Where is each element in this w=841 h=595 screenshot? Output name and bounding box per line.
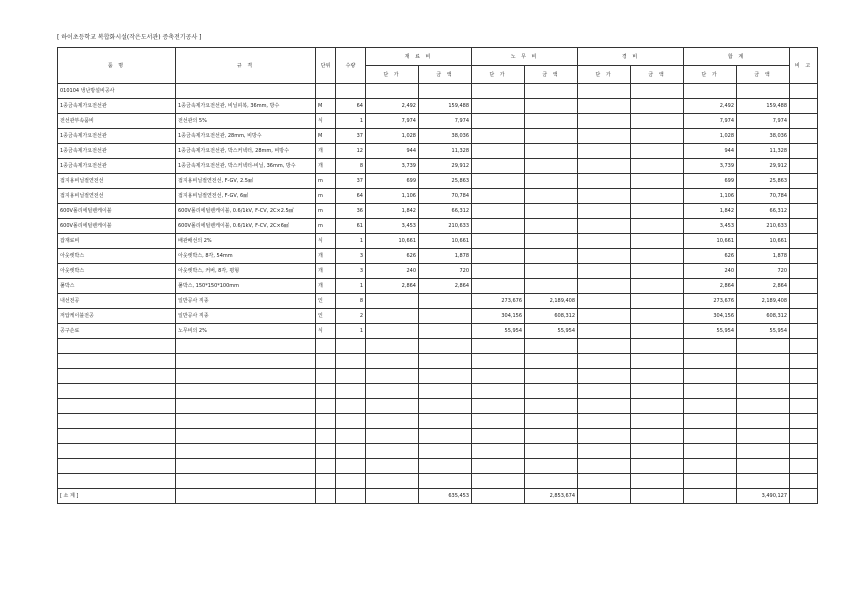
cell-note [790,324,818,339]
cell-qty: 1 [336,114,366,129]
cell-unit: 개 [316,249,336,264]
cell-name: 1종금속제가요전선관 [58,144,176,159]
cell-labor-amount [525,234,578,249]
cell-spec: 600V폴리에틸렌케이블, 0.6/1kV, F-CV, 2C×6㎟ [176,219,316,234]
header-total: 합 계 [684,48,790,66]
cell-note [790,204,818,219]
cell-expense-amount [631,249,684,264]
cell-spec: 접지용비닐절연전선, F-GV, 6㎟ [176,189,316,204]
cell-qty: 1 [336,279,366,294]
cell-total-unit-price: 2,864 [684,279,737,294]
cell-note [790,174,818,189]
cell-expense-amount [631,99,684,114]
cell-expense-amount [631,159,684,174]
subtotal-label: [ 소 계 ] [58,489,176,504]
table-row [58,84,818,99]
blank-row [58,354,818,369]
cell-unit: 개 [316,279,336,294]
cell-labor-amount [525,279,578,294]
cell-unit: m [316,174,336,189]
cell-spec: 1종금속제가요전선관, 박스커넥터-비닐, 36mm, 방수 [176,159,316,174]
cell-expense-amount [631,294,684,309]
cell-total-amount: 70,784 [737,189,790,204]
cell-expense-unit-price [578,174,631,189]
cell-material-amount: 1,878 [419,249,472,264]
cell-labor-amount [525,159,578,174]
cell-note [790,279,818,294]
cell-expense-unit-price [578,84,631,99]
cell-labor-amount [525,249,578,264]
cell-material-amount [419,84,472,99]
cell-material-amount [419,309,472,324]
table-row [58,234,818,249]
cell-total-amount: 10,661 [737,234,790,249]
cell-note [790,309,818,324]
cell-expense-unit-price [578,204,631,219]
cell-total-unit-price: 1,106 [684,189,737,204]
cell-expense-amount [631,84,684,99]
cell-total-amount: 1,878 [737,249,790,264]
cell-material-unit-price: 2,492 [366,99,419,114]
cell-total-unit-price: 3,739 [684,159,737,174]
cell-qty: 1 [336,234,366,249]
table-row [58,324,818,339]
cell-name: 전선관부속품비 [58,114,176,129]
cell-expense-amount [631,129,684,144]
cell-total-unit-price: 1,028 [684,129,737,144]
cell-total-unit-price: 10,661 [684,234,737,249]
cell-note [790,99,818,114]
cell-total-amount [737,84,790,99]
cell-labor-amount [525,99,578,114]
cell-note [790,294,818,309]
cell-total-amount: 29,912 [737,159,790,174]
cost-table [57,47,818,504]
cell-unit: 식 [316,114,336,129]
cell-total-amount: 38,036 [737,129,790,144]
cell-labor-amount [525,129,578,144]
cell-expense-unit-price [578,219,631,234]
subtotal-row [58,489,818,504]
cell-expense-unit-price [578,234,631,249]
cell-expense-amount [631,309,684,324]
cell-material-amount: 25,863 [419,174,472,189]
cell-spec: 일반공사 직종 [176,309,316,324]
cell-spec [176,84,316,99]
cell-note [790,129,818,144]
cell-material-amount: 38,036 [419,129,472,144]
cell-labor-amount: 2,189,408 [525,294,578,309]
cell-note [790,264,818,279]
cell-expense-amount [631,279,684,294]
cell-labor-amount: 55,954 [525,324,578,339]
cell-qty [336,84,366,99]
cell-total-unit-price: 7,974 [684,114,737,129]
cell-spec: 600V폴리에틸렌케이블, 0.6/1kV, F-CV, 2C×2.5㎟ [176,204,316,219]
header-unit-price: 단 가 [366,66,419,84]
table-row [58,264,818,279]
cell-qty: 64 [336,189,366,204]
blank-row [58,384,818,399]
table-row [58,99,818,114]
cell-spec: 노무비의 2% [176,324,316,339]
cell-unit: m [316,204,336,219]
cell-total-unit-price: 240 [684,264,737,279]
cell-labor-unit-price [472,264,525,279]
cell-note [790,144,818,159]
cell-labor-unit-price [472,129,525,144]
cell-unit: 식 [316,234,336,249]
cell-spec: 전선관의 5% [176,114,316,129]
cell-unit: 인 [316,294,336,309]
cell-total-amount: 159,488 [737,99,790,114]
blank-row [58,339,818,354]
cell-expense-unit-price [578,99,631,114]
cell-note [790,249,818,264]
cell-name: 접지용비닐절연전선 [58,174,176,189]
blank-row [58,399,818,414]
header-unit-price: 단 가 [684,66,737,84]
blank-row [58,444,818,459]
header-unit-price: 단 가 [578,66,631,84]
table-body [58,84,818,489]
cell-expense-unit-price [578,249,631,264]
cell-material-amount: 66,312 [419,204,472,219]
cell-spec: 접지용비닐절연전선, F-GV, 2.5㎟ [176,174,316,189]
cell-material-amount: 2,864 [419,279,472,294]
cell-labor-unit-price [472,159,525,174]
cell-spec: 1종금속제가요전선관, 비닐피복, 36mm, 방수 [176,99,316,114]
cell-qty: 3 [336,264,366,279]
cell-unit: 인 [316,309,336,324]
cell-name: 저압케이블전공 [58,309,176,324]
cell-expense-amount [631,234,684,249]
blank-row [58,369,818,384]
cell-labor-amount [525,84,578,99]
cell-labor-unit-price: 304,156 [472,309,525,324]
table-row [58,129,818,144]
cell-qty: 12 [336,144,366,159]
cell-qty: 64 [336,99,366,114]
header-row-1 [58,48,818,66]
cell-total-unit-price: 273,676 [684,294,737,309]
cell-expense-amount [631,264,684,279]
cell-labor-amount [525,264,578,279]
cell-total-amount: 720 [737,264,790,279]
cell-expense-unit-price [578,114,631,129]
table-row [58,144,818,159]
cell-name: 풀박스 [58,279,176,294]
cell-material-amount: 10,661 [419,234,472,249]
blank-row [58,474,818,489]
cell-qty: 37 [336,174,366,189]
subtotal-total-amount: 3,490,127 [737,489,790,504]
cell-expense-amount [631,174,684,189]
cell-expense-amount [631,204,684,219]
cell-material-unit-price [366,84,419,99]
header-note: 비 고 [790,48,818,84]
cell-expense-unit-price [578,309,631,324]
cell-labor-amount: 608,312 [525,309,578,324]
cell-total-amount: 2,189,408 [737,294,790,309]
cell-expense-unit-price [578,264,631,279]
cell-total-unit-price: 1,842 [684,204,737,219]
cell-labor-amount [525,114,578,129]
header-material: 재 료 비 [366,48,472,66]
cell-expense-amount [631,189,684,204]
cell-labor-amount [525,144,578,159]
cell-expense-unit-price [578,279,631,294]
cell-material-amount: 210,633 [419,219,472,234]
cell-expense-unit-price [578,129,631,144]
cell-spec: 1종금속제가요전선관, 28mm, 비방수 [176,129,316,144]
cell-spec: 배관배선의 2% [176,234,316,249]
cell-labor-unit-price [472,174,525,189]
header-expense: 경 비 [578,48,684,66]
cell-material-amount: 7,974 [419,114,472,129]
cell-labor-amount [525,174,578,189]
cell-expense-amount [631,114,684,129]
cell-total-unit-price: 944 [684,144,737,159]
cell-total-unit-price: 3,453 [684,219,737,234]
cell-name: 010104 냉난방설비공사 [58,84,176,99]
cell-material-amount: 720 [419,264,472,279]
cell-labor-unit-price [472,84,525,99]
cell-total-unit-price: 2,492 [684,99,737,114]
cell-expense-amount [631,324,684,339]
cell-material-amount [419,324,472,339]
cell-spec: 일반공사 직종 [176,294,316,309]
cell-name: 공구손료 [58,324,176,339]
cell-material-unit-price: 3,453 [366,219,419,234]
cell-total-unit-price: 55,954 [684,324,737,339]
cell-qty: 61 [336,219,366,234]
cell-total-amount: 25,863 [737,174,790,189]
cell-name: 600V폴리에틸렌케이블 [58,204,176,219]
cell-unit: 개 [316,144,336,159]
cell-total-unit-price: 699 [684,174,737,189]
cell-material-amount [419,294,472,309]
cell-note [790,219,818,234]
cell-labor-amount [525,189,578,204]
table-row [58,249,818,264]
cell-unit: 식 [316,324,336,339]
cell-unit: m [316,219,336,234]
cell-material-unit-price: 1,842 [366,204,419,219]
cell-material-unit-price: 240 [366,264,419,279]
cell-material-amount: 70,784 [419,189,472,204]
cell-qty: 8 [336,159,366,174]
cell-name: 내선전공 [58,294,176,309]
header-amount: 금 액 [419,66,472,84]
cell-material-amount: 29,912 [419,159,472,174]
table-row [58,159,818,174]
cell-total-unit-price: 304,156 [684,309,737,324]
cell-unit: m [316,189,336,204]
cell-spec: 1종금속제가요전선관, 박스커넥터, 28mm, 비방수 [176,144,316,159]
cell-qty: 1 [336,324,366,339]
cell-total-amount: 608,312 [737,309,790,324]
cell-expense-amount [631,219,684,234]
cell-material-amount: 11,328 [419,144,472,159]
table-row [58,309,818,324]
cell-material-unit-price: 2,864 [366,279,419,294]
cell-name: 1종금속제가요전선관 [58,99,176,114]
header-labor: 노 무 비 [472,48,578,66]
cell-material-unit-price [366,294,419,309]
cell-qty: 2 [336,309,366,324]
cell-note [790,234,818,249]
cell-name: 1종금속제가요전선관 [58,159,176,174]
table-row [58,279,818,294]
cell-total-amount: 55,954 [737,324,790,339]
table-row [58,294,818,309]
cell-name: 접지용비닐절연전선 [58,189,176,204]
cell-labor-unit-price [472,234,525,249]
header-qty: 수량 [336,48,366,84]
cell-expense-unit-price [578,294,631,309]
cell-note [790,84,818,99]
cell-unit: 개 [316,159,336,174]
cell-total-amount: 210,633 [737,219,790,234]
cell-total-amount: 11,328 [737,144,790,159]
table-row [58,204,818,219]
cell-expense-unit-price [578,324,631,339]
cell-unit: 개 [316,264,336,279]
cell-expense-unit-price [578,159,631,174]
cell-material-unit-price: 1,106 [366,189,419,204]
subtotal-material-amount: 635,453 [419,489,472,504]
table-row [58,174,818,189]
header-unit: 단위 [316,48,336,84]
cell-material-unit-price: 10,661 [366,234,419,249]
table-row [58,189,818,204]
cell-total-amount: 66,312 [737,204,790,219]
cell-labor-unit-price [472,144,525,159]
cell-note [790,114,818,129]
header-unit-price: 단 가 [472,66,525,84]
cell-name: 잡재료비 [58,234,176,249]
header-amount: 금 액 [525,66,578,84]
cell-expense-amount [631,144,684,159]
header-amount: 금 액 [631,66,684,84]
cell-qty: 8 [336,294,366,309]
cell-labor-unit-price [472,114,525,129]
cell-qty: 37 [336,129,366,144]
cell-labor-unit-price [472,204,525,219]
cell-material-unit-price [366,324,419,339]
cell-name: 1종금속제가요전선관 [58,129,176,144]
cell-labor-unit-price [472,189,525,204]
cell-labor-unit-price [472,219,525,234]
cell-total-amount: 7,974 [737,114,790,129]
header-amount: 금 액 [737,66,790,84]
cell-spec: 아웃렛박스, 8각, 54mm [176,249,316,264]
cell-material-unit-price: 699 [366,174,419,189]
table-row [58,219,818,234]
blank-row [58,459,818,474]
cell-unit: M [316,129,336,144]
cell-material-unit-price: 626 [366,249,419,264]
cell-name: 아웃렛박스 [58,264,176,279]
header-name: 품 명 [58,48,176,84]
cell-name: 아웃렛박스 [58,249,176,264]
cell-note [790,189,818,204]
cell-labor-unit-price [472,279,525,294]
cell-spec: 풀박스, 150*150*100mm [176,279,316,294]
cell-material-unit-price [366,309,419,324]
cell-total-amount: 2,864 [737,279,790,294]
cell-material-unit-price: 7,974 [366,114,419,129]
cell-unit: M [316,99,336,114]
cell-total-unit-price: 626 [684,249,737,264]
cell-material-amount: 159,488 [419,99,472,114]
cell-labor-unit-price [472,249,525,264]
cell-material-unit-price: 1,028 [366,129,419,144]
cell-unit [316,84,336,99]
cell-name: 600V폴리에틸렌케이블 [58,219,176,234]
cell-labor-unit-price: 55,954 [472,324,525,339]
cell-total-unit-price [684,84,737,99]
cell-labor-amount [525,219,578,234]
document-title: [ 하이초등학교 복합화시설(작은도서관) 증축전기공사 ] [57,34,202,41]
cell-spec: 아웃렛박스, 커버, 8각, 평형 [176,264,316,279]
header-spec: 규 격 [176,48,316,84]
cell-labor-unit-price [472,99,525,114]
cell-material-unit-price: 3,739 [366,159,419,174]
subtotal-labor-amount: 2,853,674 [525,489,578,504]
cell-qty: 3 [336,249,366,264]
cell-expense-unit-price [578,189,631,204]
cell-expense-unit-price [578,144,631,159]
cell-labor-amount [525,204,578,219]
table-row [58,114,818,129]
blank-row [58,414,818,429]
blank-row [58,429,818,444]
cell-qty: 36 [336,204,366,219]
cell-note [790,159,818,174]
cell-material-unit-price: 944 [366,144,419,159]
cell-labor-unit-price: 273,676 [472,294,525,309]
